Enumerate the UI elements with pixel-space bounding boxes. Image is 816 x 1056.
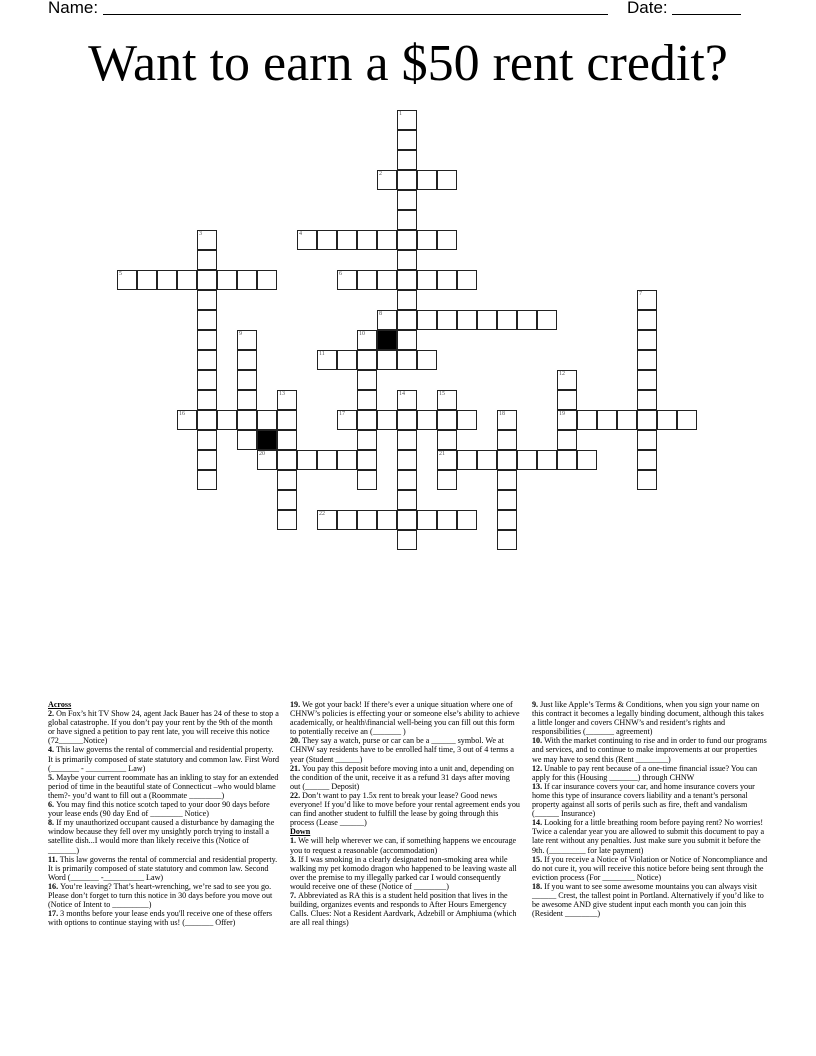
crossword-cell[interactable] — [457, 310, 477, 330]
clue-item — [290, 764, 522, 791]
clues-column-2 — [290, 700, 522, 927]
clue-number-label: 7. — [290, 890, 299, 900]
crossword-cell[interactable] — [397, 250, 417, 270]
crossword-cell[interactable] — [117, 270, 137, 290]
crossword-cell[interactable] — [277, 510, 297, 530]
clue-text: You may find this notice scotch taped to your door 90 days before your lease ends (90 day End of ________ Notice) — [48, 800, 270, 819]
clue-number: 6 — [339, 271, 342, 277]
crossword-cell[interactable] — [237, 350, 257, 370]
crossword-cell[interactable] — [197, 350, 217, 370]
clue-text: On Fox’s hit TV Show 24, agent Jack Bauer has 24 of these to stop a global catastrophe. If you don’t pay your rent by the 9th of the month or have signed a petition to pay rent late, you will receive this notice (72______Notice) — [48, 709, 279, 746]
crossword-cell[interactable] — [517, 310, 537, 330]
crossword-cell[interactable] — [357, 350, 377, 370]
name-label: Name: — [48, 0, 99, 17]
clue-item — [290, 736, 522, 763]
clue-number-label: 9. — [532, 700, 541, 709]
crossword-cell[interactable] — [457, 450, 477, 470]
clue-number: 4 — [299, 231, 302, 237]
crossword-cell[interactable] — [397, 110, 417, 130]
black-cell — [377, 330, 397, 350]
crossword-cell[interactable] — [617, 410, 637, 430]
crossword-cell[interactable] — [197, 430, 217, 450]
crossword-cell[interactable] — [497, 430, 517, 450]
clue-text: Unable to pay rent because of a one-time financial issue? You can apply for this (Housing _______) through CHNW — [532, 763, 758, 782]
clue-number: 19 — [559, 411, 565, 417]
crossword-cell[interactable] — [397, 430, 417, 450]
clue-item — [48, 745, 280, 772]
crossword-cell[interactable] — [237, 330, 257, 350]
crossword-cell[interactable] — [257, 450, 277, 470]
crossword-cell[interactable] — [397, 230, 417, 250]
clue-number-label: 13. — [532, 781, 545, 791]
crossword-cell[interactable] — [377, 270, 397, 290]
clue-number: 10 — [359, 331, 365, 337]
crossword-cell[interactable] — [417, 230, 437, 250]
crossword-cell[interactable] — [277, 470, 297, 490]
crossword-cell[interactable] — [437, 230, 457, 250]
clue-text: They say a watch, purse or car can be a ______ symbol. We at CHNW say residents have to be enrolled half time, 3 out of 4 terms a year (Student ______) — [290, 736, 514, 764]
across-heading: Across — [48, 700, 72, 709]
clue-number: 22 — [319, 511, 325, 517]
crossword-cell[interactable] — [437, 310, 457, 330]
clue-text: We will help wherever we can, if something happens we encourage you to request a reasonable (accommodation) — [290, 836, 517, 855]
clue-text: This law governs the rental of commercial and residential property. It is primarily composed of state statutory and common law. First Word (_______ - __________ Law) — [48, 745, 280, 773]
clue-number: 20 — [259, 451, 265, 457]
crossword-cell[interactable] — [637, 450, 657, 470]
across-clue-list-continued — [290, 700, 522, 827]
crossword-cell[interactable] — [437, 410, 457, 430]
clue-item — [290, 791, 522, 827]
crossword-cell[interactable] — [437, 270, 457, 290]
crossword-cell[interactable] — [477, 450, 497, 470]
crossword-cell[interactable] — [637, 330, 657, 350]
crossword-cell[interactable] — [257, 410, 277, 430]
clue-item — [290, 855, 522, 891]
clue-item — [48, 818, 280, 854]
clue-number: 11 — [319, 351, 325, 357]
crossword-cell[interactable] — [537, 310, 557, 330]
crossword-cell[interactable] — [237, 430, 257, 450]
down-clue-list — [290, 836, 522, 927]
crossword-cell[interactable] — [397, 190, 417, 210]
clue-text: Maybe your current roommate has an inkling to stay for an extended period of time in the beautiful state of Connecticut –who would blame them?- you’d want to fill out a (Roommate ________) — [48, 772, 279, 800]
crossword-cell[interactable] — [357, 410, 377, 430]
crossword-cell[interactable] — [417, 410, 437, 430]
crossword-cell[interactable] — [277, 410, 297, 430]
clue-number: 3 — [199, 231, 202, 237]
clue-text: This law governs the rental of commercial and residential property. It is primarily composed of state statutory and common law. Second Word (_______ -__________ Law) — [48, 854, 278, 882]
crossword-cell[interactable] — [357, 270, 377, 290]
crossword-cell[interactable] — [397, 350, 417, 370]
clue-item — [532, 764, 768, 782]
clues-column-3 — [532, 700, 768, 918]
clue-item — [290, 700, 522, 736]
clue-text: We got your back! If there’s ever a unique situation where one of CHNW’s policies is effecting your or someone else’s ability to achieve academically, or health\financial well-being you can fill out this form to potentially receive an (_______ ) — [290, 700, 520, 737]
clue-text: You pay this deposit before moving into a unit and, depending on the condition of the unit, receive it as a refund 31 days after moving out (______ Deposit) — [290, 763, 514, 791]
clue-number: 1 — [399, 111, 402, 117]
crossword-cell[interactable] — [197, 470, 217, 490]
crossword-cell[interactable] — [397, 130, 417, 150]
clue-number: 7 — [639, 291, 642, 297]
clue-number: 13 — [279, 391, 285, 397]
crossword-cell[interactable] — [497, 470, 517, 490]
crossword-cell[interactable] — [637, 410, 657, 430]
crossword-cell[interactable] — [377, 510, 397, 530]
crossword-cell[interactable] — [637, 390, 657, 410]
crossword-cell[interactable] — [557, 370, 577, 390]
crossword-cell[interactable] — [457, 410, 477, 430]
clue-item — [532, 736, 768, 763]
clue-item — [532, 782, 768, 818]
crossword-cell[interactable] — [677, 410, 697, 430]
clue-number-label: 4. — [48, 745, 57, 755]
crossword-cell[interactable] — [577, 450, 597, 470]
black-cell — [257, 430, 277, 450]
crossword-cell[interactable] — [397, 410, 417, 430]
crossword-cell[interactable] — [237, 270, 257, 290]
date-label: Date: — [627, 0, 668, 17]
clue-item — [48, 800, 280, 818]
crossword-cell[interactable] — [337, 230, 357, 250]
crossword-cell[interactable] — [237, 390, 257, 410]
crossword-cell[interactable] — [497, 490, 517, 510]
crossword-cell[interactable] — [397, 330, 417, 350]
clue-item — [532, 882, 768, 918]
crossword-cell[interactable] — [497, 450, 517, 470]
crossword-cell[interactable] — [557, 450, 577, 470]
clue-item — [532, 818, 768, 854]
down-heading: Down — [290, 827, 311, 837]
clue-number-label: 1. — [290, 836, 299, 846]
crossword-cell[interactable] — [557, 390, 577, 410]
crossword-cell[interactable] — [637, 370, 657, 390]
crossword-cell[interactable] — [377, 230, 397, 250]
crossword-cell[interactable] — [197, 230, 217, 250]
crossword-cell[interactable] — [557, 410, 577, 430]
crossword-cell[interactable] — [637, 310, 657, 330]
crossword-cell[interactable] — [357, 450, 377, 470]
clue-text: Just like Apple’s Terms & Conditions, when you sign your name on this contract it becomes a legally binding document, although this takes a little longer and covers CHNW’s and resident’s rights and responsibilities (_______ agreement) — [532, 700, 764, 737]
clue-item — [290, 891, 522, 927]
crossword-cell[interactable] — [337, 510, 357, 530]
clue-text: You’re leaving? That’s heart-wrenching, we’re sad to see you go. Please don’t forget to turn this notice in 30 days before you move out (Notice of Intent to _________) — [48, 881, 273, 910]
clue-text: If you want to see some awesome mountains you can always visit ______ Crest, the tallest point in Portland. Alternatively if you’d like to be awesome AND give student input each month you can join this (Resident ________) — [532, 881, 764, 919]
crossword-cell[interactable] — [497, 510, 517, 530]
clue-number-label: 17. — [48, 909, 61, 919]
crossword-cell[interactable] — [317, 230, 337, 250]
crossword-cell[interactable] — [397, 310, 417, 330]
crossword-cell[interactable] — [197, 330, 217, 350]
crossword-cell[interactable] — [497, 310, 517, 330]
crossword-cell[interactable] — [397, 210, 417, 230]
down-clue-list-continued — [532, 700, 768, 918]
clue-text: If I was smoking in a clearly designated non-smoking area while walking my pet komodo dragon who happened to be leaving waste all over the premise to my illegally parked car I would consequently would receive one of these (Notice of ________) — [290, 854, 517, 891]
crossword-cell[interactable] — [237, 370, 257, 390]
clue-number-label: 18. — [532, 881, 545, 891]
crossword-cell[interactable] — [277, 490, 297, 510]
crossword-cell[interactable] — [457, 270, 477, 290]
crossword-cell[interactable] — [197, 310, 217, 330]
crossword-cell[interactable] — [437, 450, 457, 470]
clue-text: If you receive a Notice of Violation or Notice of Noncompliance and do not cure it, you will receive this notice before being sent through the eviction process (For ________ Notice) — [532, 854, 768, 882]
crossword-cell[interactable] — [537, 450, 557, 470]
clue-text: With the market continuing to rise and in order to fund our programs and services, and to continue to make improvements at our properties we may have to send this (Rent ________) — [532, 736, 767, 764]
crossword-cell[interactable] — [337, 350, 357, 370]
crossword-cell[interactable] — [177, 410, 197, 430]
clue-number-label: 16. — [48, 881, 61, 891]
clues-column-1 — [48, 700, 280, 927]
crossword-cell[interactable] — [277, 450, 297, 470]
crossword-cell[interactable] — [637, 470, 657, 490]
clue-number: 8 — [379, 311, 382, 317]
crossword-cell[interactable] — [417, 510, 437, 530]
clue-number: 17 — [339, 411, 345, 417]
clue-number-label: 19. — [290, 700, 303, 709]
clue-number-label: 8. — [48, 818, 57, 828]
crossword-cell[interactable] — [177, 270, 197, 290]
crossword-cell[interactable] — [497, 410, 517, 430]
crossword-cell[interactable] — [457, 510, 477, 530]
clue-text: If car insurance covers your car, and home insurance covers your home this type of insurance covers liability and a tenant’s personal property against all sorts of perils such as fire, theft and vandalism (______ Insurance) — [532, 781, 755, 819]
across-clue-list — [48, 709, 280, 927]
crossword-cell[interactable] — [397, 530, 417, 550]
crossword-cell[interactable] — [277, 390, 297, 410]
crossword-cell[interactable] — [417, 270, 437, 290]
crossword-cell[interactable] — [197, 370, 217, 390]
clue-item — [48, 909, 280, 927]
crossword-cell[interactable] — [577, 410, 597, 430]
crossword-cell[interactable] — [657, 410, 677, 430]
crossword-cell[interactable] — [637, 350, 657, 370]
clue-number-label: 3. — [290, 854, 299, 864]
crossword-cell[interactable] — [417, 310, 437, 330]
clue-number-label: 15. — [532, 854, 545, 864]
page-title: Want to earn a $50 rent credit? — [88, 35, 728, 92]
crossword-cell[interactable] — [437, 170, 457, 190]
crossword-cell[interactable] — [357, 330, 377, 350]
clue-item — [48, 882, 280, 909]
crossword-cell[interactable] — [477, 310, 497, 330]
crossword-cell[interactable] — [397, 510, 417, 530]
clue-number-label: 12. — [532, 763, 545, 773]
crossword-cell[interactable] — [377, 310, 397, 330]
crossword-cell[interactable] — [217, 270, 237, 290]
clue-item — [48, 855, 280, 882]
clue-number-label: 22. — [290, 790, 303, 800]
crossword-cell[interactable] — [637, 290, 657, 310]
clue-item — [532, 855, 768, 882]
crossword-cell[interactable] — [377, 350, 397, 370]
crossword-cell[interactable] — [497, 530, 517, 550]
clue-number: 5 — [119, 271, 122, 277]
clue-number-label: 2. — [48, 709, 57, 719]
crossword-cell[interactable] — [357, 470, 377, 490]
crossword-cell[interactable] — [437, 470, 457, 490]
crossword-cell[interactable] — [437, 430, 457, 450]
crossword-cell[interactable] — [197, 410, 217, 430]
crossword-cell[interactable] — [337, 270, 357, 290]
crossword-cell[interactable] — [297, 450, 317, 470]
clue-number-label: 11. — [48, 854, 60, 864]
crossword-cell[interactable] — [157, 270, 177, 290]
crossword-cell[interactable] — [597, 410, 617, 430]
clue-number-label: 6. — [48, 800, 57, 810]
clue-number-label: 10. — [532, 736, 545, 746]
clue-number: 2 — [379, 171, 382, 177]
crossword-cell[interactable] — [237, 410, 257, 430]
clue-number-label: 20. — [290, 736, 303, 746]
crossword-cell[interactable] — [337, 410, 357, 430]
crossword-cell[interactable] — [377, 410, 397, 430]
crossword-cell[interactable] — [397, 390, 417, 410]
crossword-cell[interactable] — [197, 290, 217, 310]
crossword-cell[interactable] — [377, 170, 397, 190]
crossword-cell[interactable] — [637, 430, 657, 450]
crossword-cell[interactable] — [357, 430, 377, 450]
clue-number: 15 — [439, 391, 445, 397]
crossword-cell[interactable] — [317, 350, 337, 370]
clue-number: 14 — [399, 391, 405, 397]
crossword-cell[interactable] — [397, 450, 417, 470]
crossword-cell[interactable] — [397, 470, 417, 490]
crossword-cell[interactable] — [297, 230, 317, 250]
clue-number: 16 — [179, 411, 185, 417]
clue-text: Looking for a little breathing room before paying rent? No worries! Twice a calendar year you are allowed to submit this document to pay a late rent without any penalties. Just make sure you submit it before the 9th. (_________ for late payment) — [532, 818, 765, 855]
crossword-cell[interactable] — [357, 390, 377, 410]
crossword-cell[interactable] — [197, 450, 217, 470]
crossword-cell[interactable] — [397, 290, 417, 310]
crossword-cell[interactable] — [437, 510, 457, 530]
clue-number-label: 21. — [290, 763, 303, 773]
crossword-cell[interactable] — [517, 450, 537, 470]
crossword-cell[interactable] — [417, 170, 437, 190]
clue-item — [48, 709, 280, 745]
crossword-cell[interactable] — [397, 270, 417, 290]
clue-text: Abbreviated as RA this is a student held position that lives in the building, organizes events and responds to After Hours Emergency Calls. Clues: Not a Resident Aardvark, Adzebill or Amphiuma (which are all real things) — [290, 890, 517, 928]
clue-number: 21 — [439, 451, 445, 457]
crossword-cell[interactable] — [437, 390, 457, 410]
crossword-cell[interactable] — [197, 390, 217, 410]
crossword-cell[interactable] — [357, 230, 377, 250]
clue-number-label: 14. — [532, 818, 545, 828]
crossword-cell[interactable] — [397, 170, 417, 190]
crossword-cell[interactable] — [357, 510, 377, 530]
clue-text: 3 months before your lease ends you'll receive one of these offers with options to continue staying with us! (_______ Offer) — [48, 909, 273, 928]
crossword-cell[interactable] — [557, 430, 577, 450]
clue-text: Don’t want to pay 1.5x rent to break your lease? Good news everyone! If you’d like to move before your rental agreement ends you can find another student to fulfill the lease by going through this process (Lease ______) — [290, 790, 520, 828]
crossword-cell[interactable] — [137, 270, 157, 290]
crossword-cell[interactable] — [277, 430, 297, 450]
clue-item — [48, 773, 280, 800]
crossword-cell[interactable] — [357, 370, 377, 390]
clue-item — [290, 836, 522, 854]
crossword-cell[interactable] — [197, 250, 217, 270]
clue-item — [532, 700, 768, 736]
crossword-cell[interactable] — [217, 410, 237, 430]
crossword-cell[interactable] — [397, 150, 417, 170]
crossword-cell[interactable] — [257, 270, 277, 290]
crossword-cell[interactable] — [317, 450, 337, 470]
clue-number: 12 — [559, 371, 565, 377]
crossword-cell[interactable] — [337, 450, 357, 470]
clue-text: If my unauthorized occupant caused a disturbance by damaging the window because they fell over my unsightly porch trying to install a satellite dish...I would more than likely receive this (Notice of _______) — [48, 818, 275, 855]
crossword-cell[interactable] — [317, 510, 337, 530]
crossword-cell[interactable] — [197, 270, 217, 290]
clue-number: 18 — [499, 411, 505, 417]
crossword-cell[interactable] — [417, 350, 437, 370]
clue-number-label: 5. — [48, 772, 57, 782]
crossword-cell[interactable] — [397, 490, 417, 510]
clue-number: 9 — [239, 331, 242, 337]
